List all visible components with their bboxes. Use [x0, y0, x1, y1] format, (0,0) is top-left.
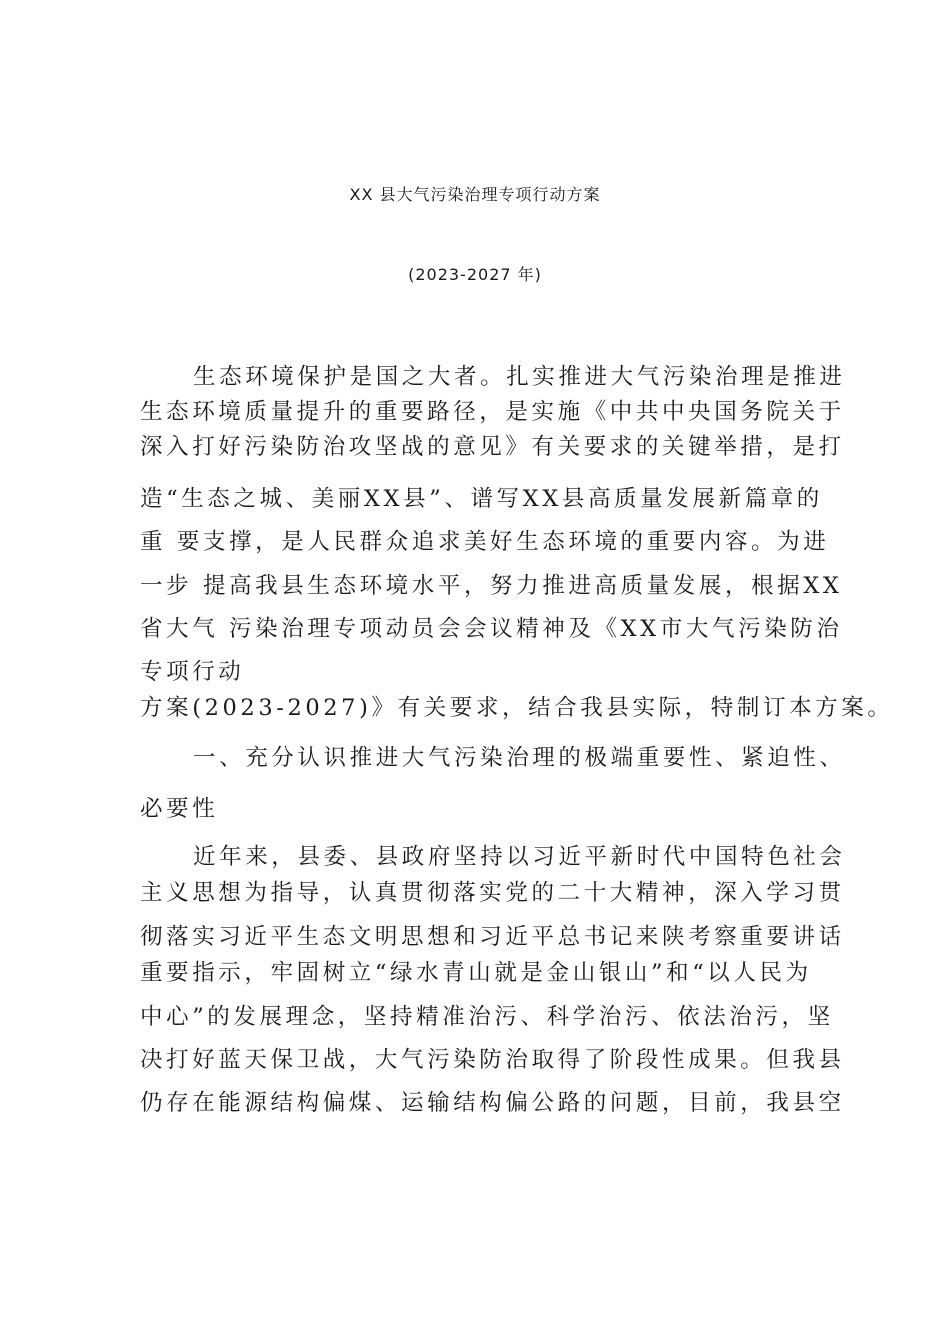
- document-title: XX 县大气污染治理专项行动方案: [349, 185, 601, 204]
- paragraph-line: 生态环境质量提升的重要路径，是实施《中共中央国务院关于: [140, 399, 845, 425]
- paragraph-line: 仍存在能源结构偏煤、运输结构偏公路的问题，目前，我县空: [140, 1090, 845, 1116]
- paragraph-line: 主义思想为指导，认真贯彻落实党的二十大精神，深入学习贯: [140, 880, 845, 906]
- paragraph-line: 决打好蓝天保卫战，大气污染防治取得了阶段性成果。但我县: [140, 1047, 845, 1073]
- paragraph-line: 专项行动: [140, 659, 245, 685]
- paragraph-line: 中心”的发展理念，坚持精准治污、科学治污、依法治污，坚: [140, 1004, 834, 1030]
- paragraph-line: 重 要支撑，是人民群众追求美好生态环境的重要内容。为进: [140, 529, 830, 555]
- paragraph-line: 造“生态之城、美丽XX县”、谱写XX县高质量发展新篇章的: [140, 486, 823, 512]
- paragraph-line: 近年来，县委、县政府坚持以习近平新时代中国特色社会: [193, 844, 846, 870]
- paragraph-line: 彻落实习近平生态文明思想和习近平总书记来陕考察重要讲话: [140, 924, 845, 950]
- paragraph-line: 省大气 污染治理专项动员会会议精神及《XX市大气污染防治: [140, 616, 843, 642]
- paragraph-line: 方案(2023-2027)》有关要求，结合我县实际，特制订本方案。: [140, 695, 894, 721]
- section-heading-continued: 必要性: [140, 796, 219, 822]
- section-heading: 一、充分认识推进大气污染治理的极端重要性、紧迫性、: [193, 745, 846, 771]
- paragraph-line: 生态环境保护是国之大者。扎实推进大气污染治理是推进: [193, 364, 846, 390]
- paragraph-line: 重要指示，牢固树立“绿水青山就是金山银山”和“以人民为: [140, 960, 812, 986]
- document-subtitle-years: (2023-2027 年): [408, 265, 542, 284]
- paragraph-line: 一步 提高我县生态环境水平，努力推进高质量发展，根据XX: [140, 573, 843, 599]
- paragraph-line: 深入打好污染防治攻坚战的意见》有关要求的关键举措，是打: [140, 434, 845, 460]
